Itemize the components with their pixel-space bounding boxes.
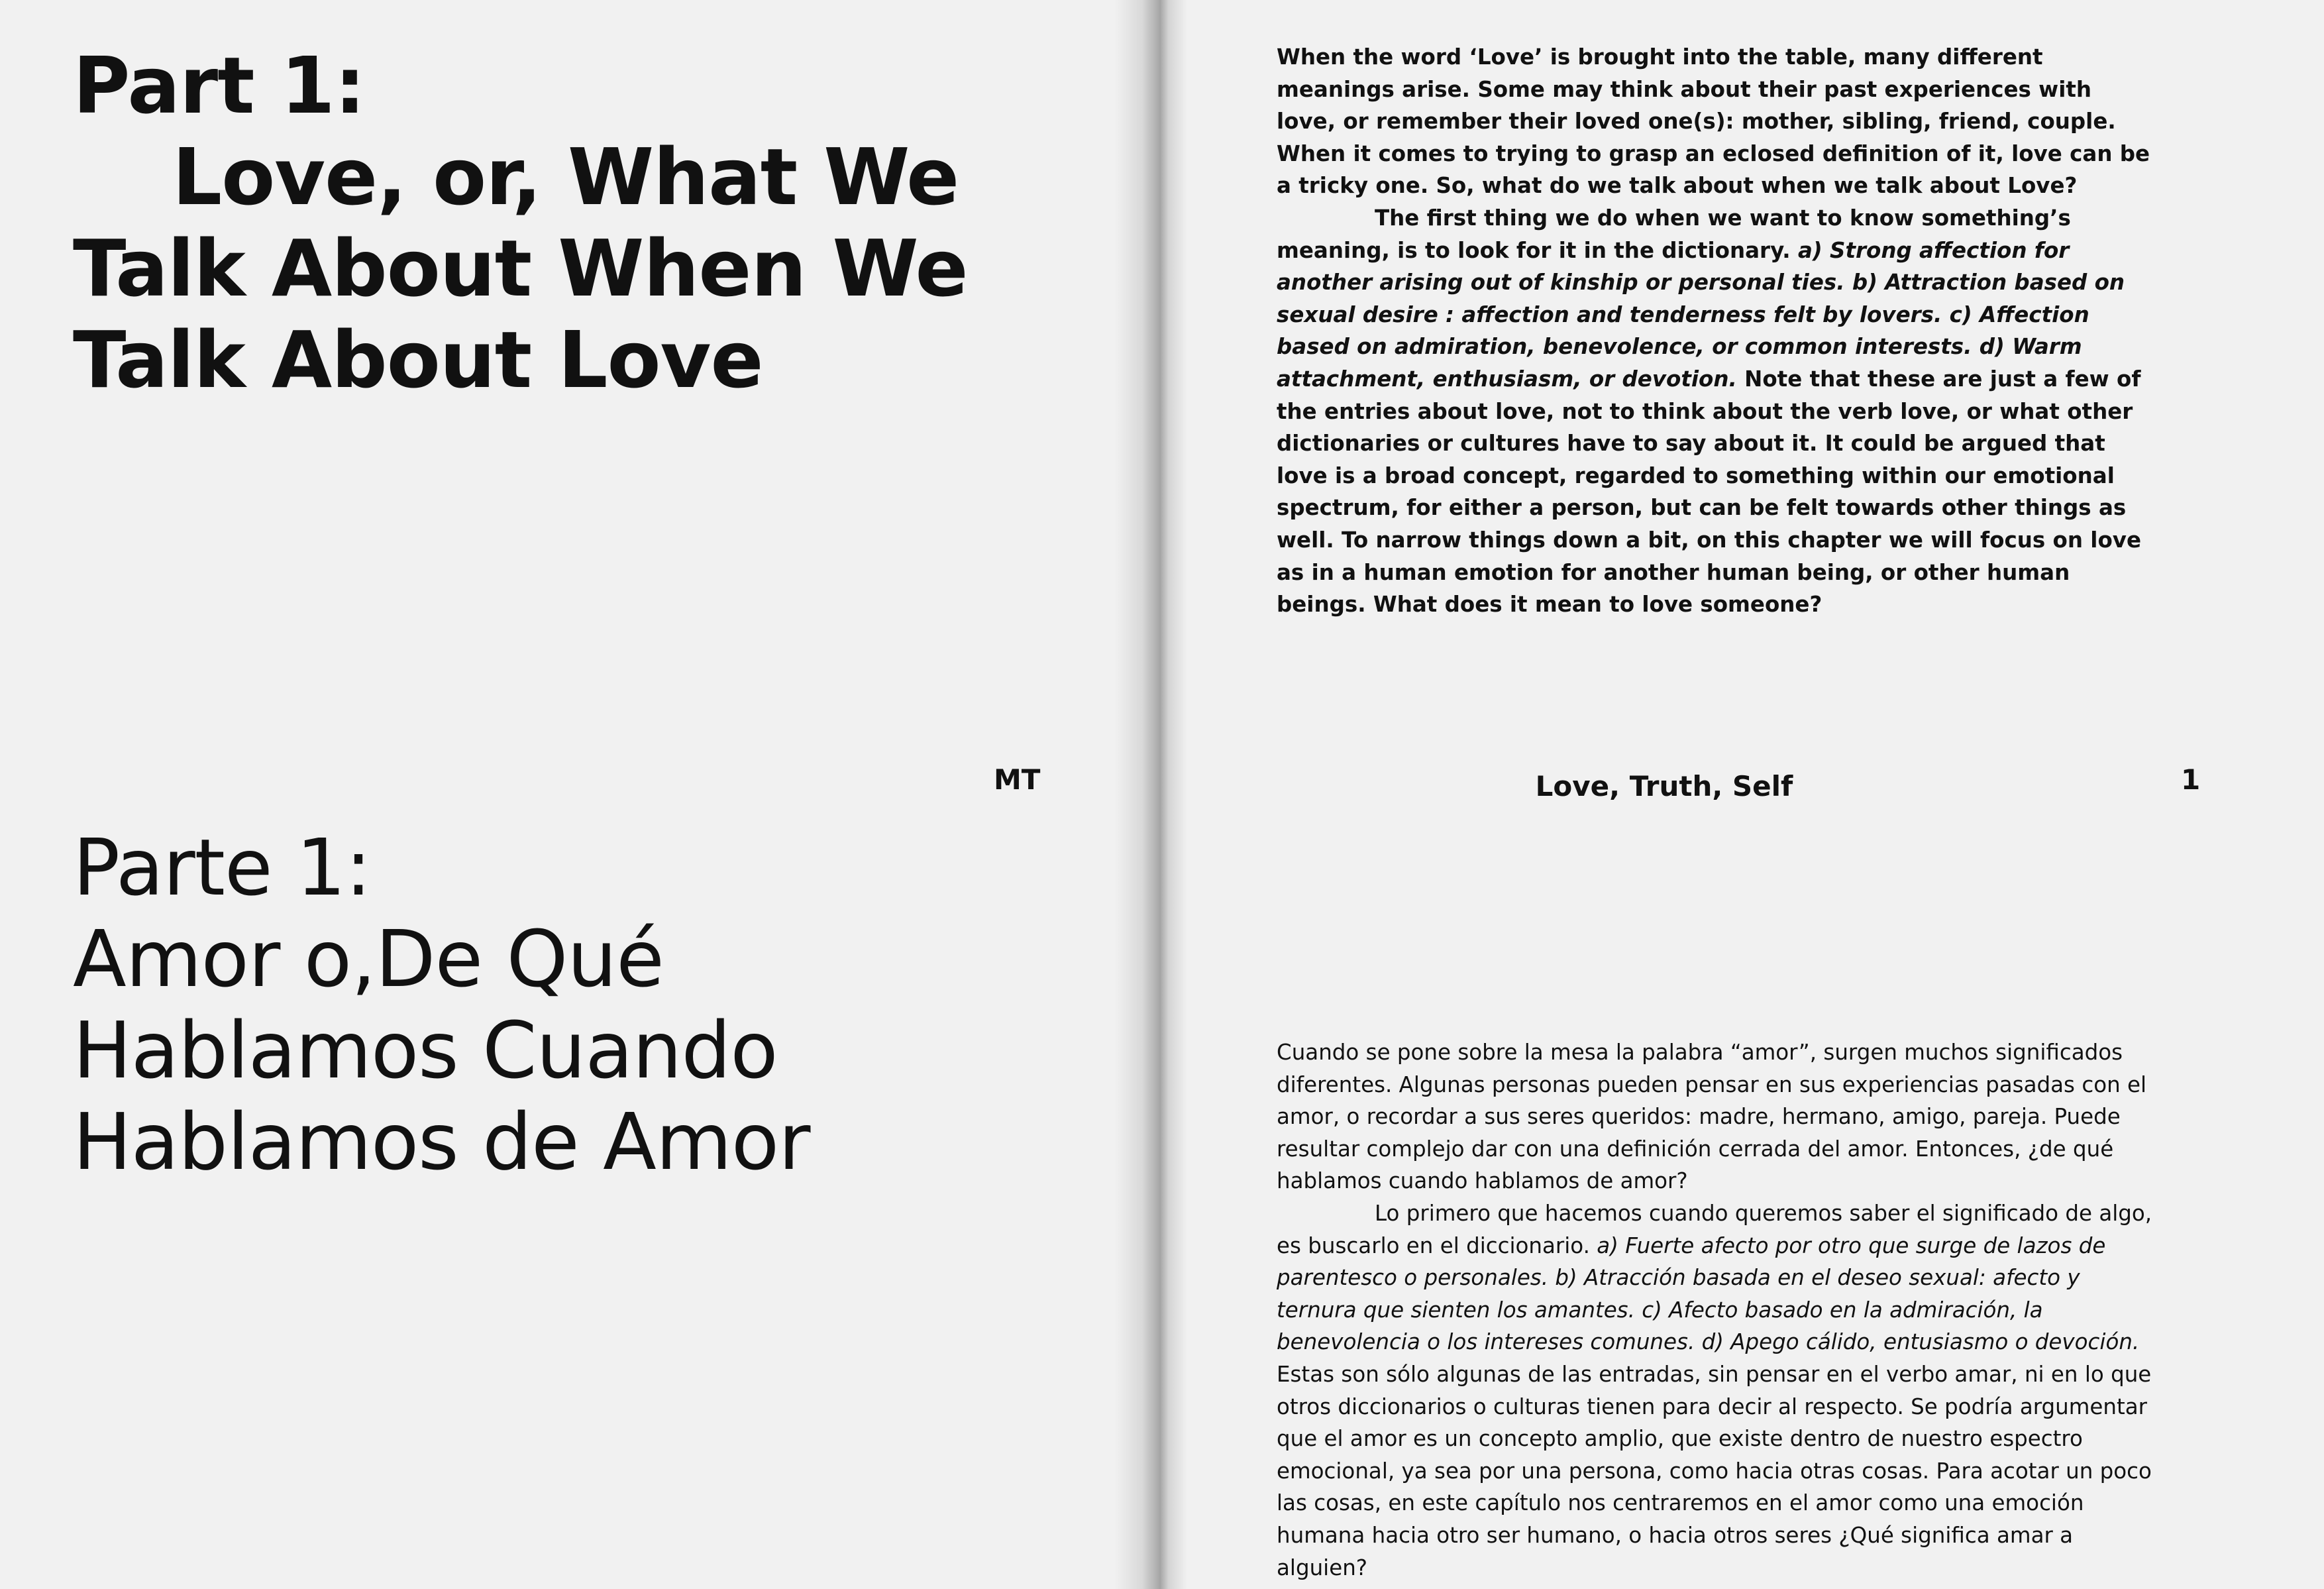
right-page [1161,0,2324,1589]
left-page [0,0,1161,1589]
body-text-spanish [1277,1036,2158,1584]
heading-en-line: Love, or, What We [172,131,959,223]
heading-es-line: Hablamos de Amor [73,1096,810,1187]
page-number: 1 [2181,763,2201,796]
dictionary-definitions: a) Strong affection for another arising out of kinship or personal ties. b) Attraction based on sexual desire : affection and tenderness felt by lovers. c) Affection based on admiration, benevolence, or common interests. d) Warm attachment, enthusiasm, or devotion. [1277,237,2125,392]
heading-en-line: Part 1: [73,40,365,131]
heading-es-line: Parte 1: [73,822,371,913]
body-text-english [1277,41,2158,621]
paragraph-text: Estas son sólo algunas de las entradas, sin pensar en el verbo amar, ni en lo que otros diccionarios o culturas tienen para decir al respecto. Se podría argumentar que el amor es un concepto amplio, que existe dentro de nuestro espectro emocional, ya sea por una persona, como hacia otras cosas. Para acotar un poco las cosas, en este capítulo nos centraremos en el amor como una emoción humana hacia otro ser humano, o hacia otros seres ¿Qué significa amar a alguien? [1277,1361,2152,1580]
gutter-shadow [1114,0,1161,1589]
heading-es-line: Hablamos Cuando [73,1005,778,1096]
chapter-heading-english [73,40,1033,406]
paragraph-text: Lo primero que hacemos cuando queremos saber el significado de algo, es buscarlo en el diccionario. [1277,1200,2152,1258]
heading-en-line: Talk About When We [73,223,968,314]
dictionary-definitions: a) Fuerte afecto por otro que surge de lazos de parentesco o personales. b) Atracción basada en el deseo sexual: afecto y ternura que sienten los amantes. c) Afecto basado en la admiración, la benevolencia o los intereses comunes. d) Apego cálido, entusiasmo o devoción. [1277,1233,2140,1355]
chapter-heading-spanish [73,822,1033,1187]
running-header-title: Love, Truth, Self [1535,770,1793,802]
paragraph [1277,202,2158,621]
paragraph-text: The first thing we do when we want to know something’s meaning, is to look for it in the dictionary. [1277,205,2071,263]
paragraph: Cuando se pone sobre la mesa la palabra “amor”, surgen muchos significados diferentes. Algunas personas pueden pensar en sus experiencias pasadas con el amor, o recordar a sus seres queridos: madre, hermano, amigo, pareja. Puede resultar complejo dar con una definición cerrada del amor. Entonces, ¿de qué hablamos cuando hablamos de amor? [1277,1040,2147,1194]
paragraph [1277,1197,2158,1584]
heading-es-line: Amor o,De Qué [73,913,664,1005]
heading-en-line: Talk About Love [73,314,763,406]
running-header-initials: MT [994,763,1041,796]
paragraph-text: Note that these are just a few of the entries about love, not to think about the verb love, or what other dictionaries or cultures have to say about it. It could be argued that love is a broad concept, regarded to something within our emotional spectrum, for either a person, but can be felt towards other things as well. To narrow things down a bit, on this chapter we will focus on love as in a human emotion for another human being, or other human beings. What does it mean to love someone? [1277,366,2141,618]
paragraph: When the word ‘Love’ is brought into the table, many different meanings arise. Some may think about their past experiences with love, or remember their loved one(s): mother, sibling, friend, couple. When it comes to trying to grasp an eclosed definition of it, love can be a tricky one. So, what do we talk about when we talk about Love? [1277,44,2150,199]
